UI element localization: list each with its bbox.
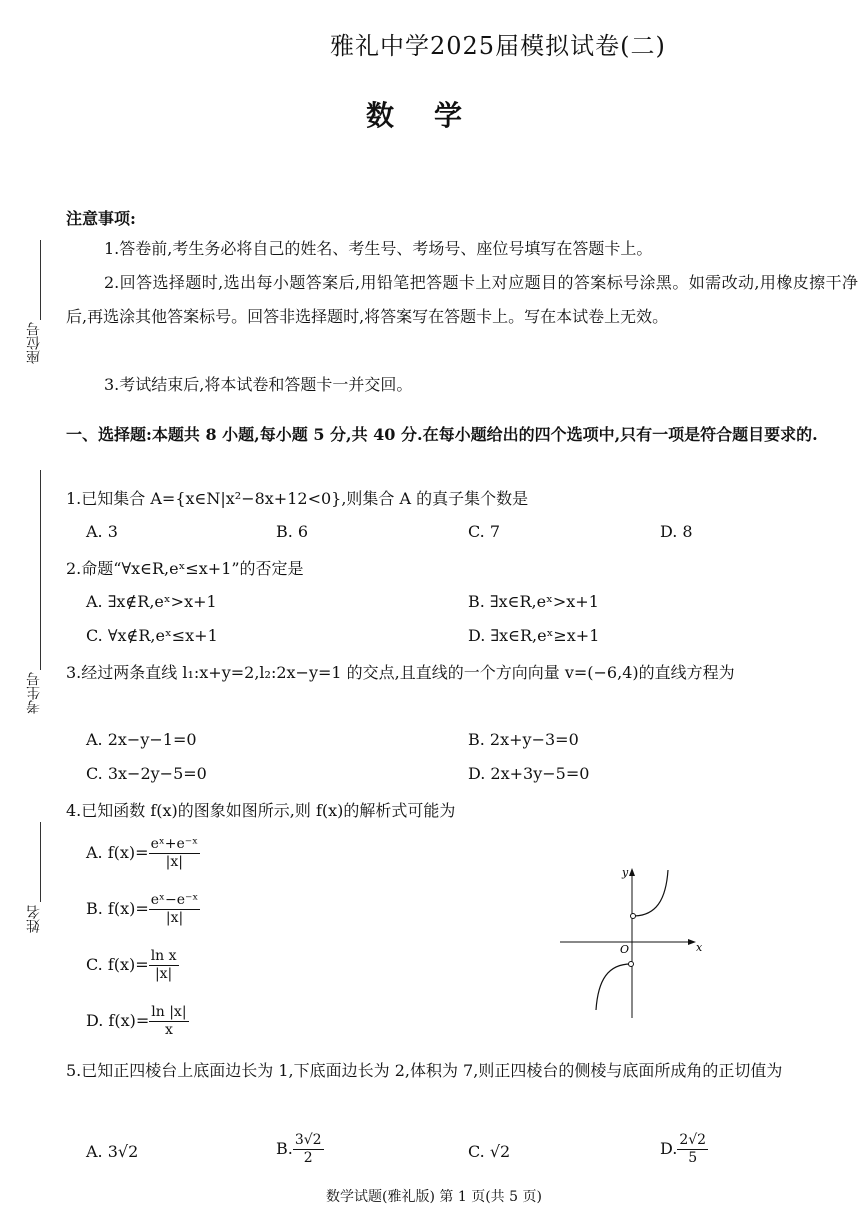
note-item: 2.回答选择题时,选出每小题答案后,用铅笔把答题卡上对应题目的答案标号涂黑。如需改动,用橡皮擦干净后,再选涂其他答案标号。回答非选择题时,将答案写在答题卡上。写在本试卷上无效。 [66,273,858,326]
q4-c-fraction [149,948,179,983]
q5-d-fraction [677,1132,708,1167]
q4-option-c [86,948,179,983]
q5-d-prefix: D. [660,1139,678,1158]
q4-c-numerator: ln x [150,948,177,964]
page-footer: 数学试题(雅礼版) 第 1 页(共 5 页) [326,1189,542,1205]
q2-option-b: B. ∃x∈R,eˣ>x+1 [468,592,599,611]
y-axis-arrow [629,868,635,876]
name-line [40,822,41,902]
q3-option-a: A. 2x−y−1=0 [86,730,197,749]
q1-option-c: C. 7 [468,522,501,541]
q4-d-fraction [149,1004,188,1039]
q5-b-numerator: 3√2 [294,1132,322,1148]
right-branch-curve [633,870,668,916]
origin-label: O [620,943,630,956]
q4-a-numerator: eˣ+e⁻ˣ [150,836,199,852]
q1-option-a: A. 3 [86,522,118,541]
q4-option-d [86,1004,189,1039]
q3-option-d: D. 2x+3y−5=0 [468,764,590,783]
notes-heading: 注意事项: [66,209,136,228]
name-label: 姓名 [26,905,42,933]
q4-a-prefix: A. f(x)= [86,843,149,862]
x-axis-arrow [688,939,696,945]
q4-b-fraction [149,892,201,927]
note-item: 3.考试结束后,将本试卷和答题卡一并交回。 [104,375,413,394]
function-graph [556,860,716,1020]
exam-no-label: 考生号 [26,672,42,714]
q1-option-b: B. 6 [276,522,309,541]
q4-b-numerator: eˣ−e⁻ˣ [150,892,199,908]
q5-d-denominator: 5 [688,1150,698,1166]
q4-b-denominator: |x| [165,910,184,926]
q5-b-prefix: B. [276,1139,293,1158]
seat-line [40,240,41,320]
q4-a-denominator: |x| [165,854,184,870]
q4-option-a [86,836,200,871]
q4-option-b [86,892,200,927]
exam-title: 雅礼中学2025届模拟试卷(二) [330,32,666,60]
subject-title: 数学 [365,99,502,132]
q4-c-prefix: C. f(x)= [86,955,149,974]
seat-label: 座位号 [26,322,42,364]
q5-d-numerator: 2√2 [679,1132,707,1148]
q4-d-numerator: ln |x| [151,1004,187,1020]
question-5-stem: 5.已知正四棱台上底面边长为 1,下底面边长为 2,体积为 7,则正四棱台的侧棱与底面所成角的正切值为 [66,1061,783,1080]
q5-option-a: A. 3√2 [86,1142,139,1161]
q2-option-c: C. ∀x∉R,eˣ≤x+1 [86,626,218,645]
q2-option-a: A. ∃x∉R,eˣ>x+1 [86,592,217,611]
open-point-lower [629,962,634,967]
y-axis-label: y [622,866,629,879]
question-4-stem: 4.已知函数 f(x)的图象如图所示,则 f(x)的解析式可能为 [66,801,456,820]
q5-option-c: C. √2 [468,1142,511,1161]
q3-option-c: C. 3x−2y−5=0 [86,764,207,783]
q5-option-b [276,1132,324,1167]
exam-no-line [40,470,41,670]
q3-option-b: B. 2x+y−3=0 [468,730,579,749]
q5-b-fraction [293,1132,324,1167]
q4-d-denominator: x [164,1022,173,1038]
q4-c-denominator: |x| [154,966,173,982]
q4-b-prefix: B. f(x)= [86,899,149,918]
q5-option-d [660,1132,708,1167]
section-heading: 一、选择题:本题共 8 小题,每小题 5 分,共 40 分.在每小题给出的四个选项中,只有一项是符合题目要求的. [66,425,818,444]
question-1-stem: 1.已知集合 A={x∈N|x²−8x+12<0},则集合 A 的真子集个数是 [66,489,529,508]
q4-a-fraction [149,836,201,871]
x-axis-label: x [696,941,703,954]
question-2-stem: 2.命题“∀x∈R,eˣ≤x+1”的否定是 [66,559,304,578]
note-item: 1.答卷前,考生务必将自己的姓名、考生号、考场号、座位号填写在答题卡上。 [104,239,653,258]
q4-d-prefix: D. f(x)= [86,1011,150,1030]
q1-option-d: D. 8 [660,522,693,541]
q5-b-denominator: 2 [303,1150,313,1166]
left-branch-curve [596,964,631,1010]
open-point-upper [631,914,636,919]
question-3-stem: 3.经过两条直线 l₁:x+y=2,l₂:2x−y=1 的交点,且直线的一个方向向量 v=(−6,4)的直线方程为 [66,663,735,682]
q2-option-d: D. ∃x∈R,eˣ≥x+1 [468,626,600,645]
